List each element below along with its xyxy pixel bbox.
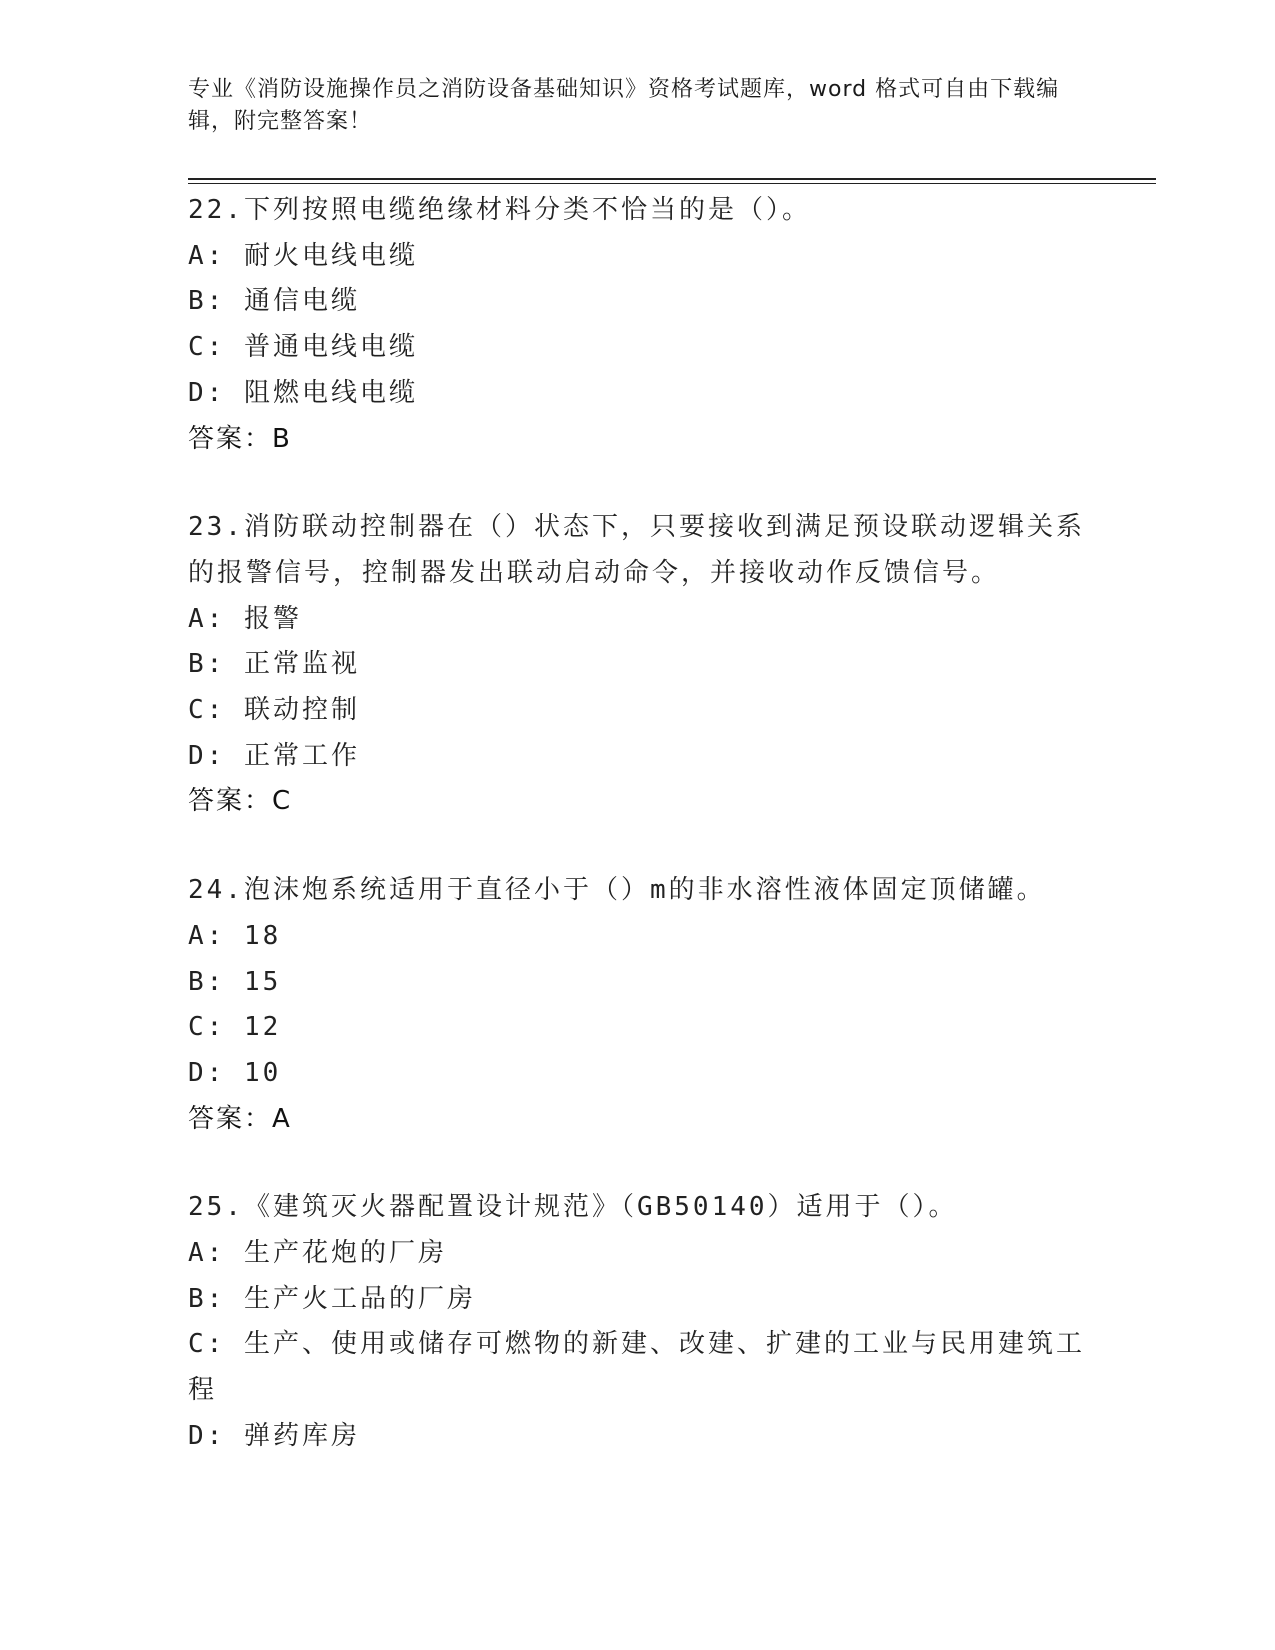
option-c: C: 普通电线电缆 [188,332,418,363]
question-stem: 25.《建筑灭火器配置设计规范》（GB50140）适用于（）。 [188,1192,958,1223]
option-c: C: 生产、使用或储存可燃物的新建、改建、扩建的工业与民用建筑工程 [188,1329,1085,1406]
option-a: A: 生产花炮的厂房 [188,1238,447,1269]
option-b: B: 通信电缆 [188,286,360,317]
question-24 [188,868,1088,1142]
question-list [188,188,1088,1503]
header-divider-thin [188,183,1156,184]
option-a: A: 18 [188,920,282,951]
option-b: B: 15 [188,966,282,997]
option-c: C: 联动控制 [188,695,360,726]
option-d: D: 阻燃电线电缆 [188,377,418,408]
option-a: A: 报警 [188,603,302,634]
answer-line: 答案：A [188,1103,292,1134]
question-22 [188,188,1088,462]
answer-line: 答案：C [188,786,293,817]
option-a: A: 耐火电线电缆 [188,240,418,271]
option-d: D: 10 [188,1057,282,1088]
question-25 [188,1185,1088,1459]
option-b: B: 生产火工品的厂房 [188,1283,476,1314]
option-d: D: 正常工作 [188,740,360,771]
question-stem: 23.消防联动控制器在（）状态下，只要接收到满足预设联动逻辑关系的报警信号，控制器发出联动启动命令，并接收动作反馈信号。 [188,512,1085,588]
document-header: 专业《消防设施操作员之消防设备基础知识》资格考试题库，word 格式可自由下载编辑，附完整答案！ [188,77,1060,134]
option-d: D: 弹药库房 [188,1420,360,1451]
question-23 [188,505,1088,825]
header-divider-thick [188,178,1156,180]
question-stem: 22.下列按照电缆绝缘材料分类不恰当的是（）。 [188,195,811,225]
option-b: B: 正常监视 [188,649,360,680]
answer-line: 答案：B [188,423,292,454]
question-stem: 24.泡沫炮系统适用于直径小于（）m的非水溶性液体固定顶储罐。 [188,875,1046,906]
option-c: C: 12 [188,1012,282,1043]
